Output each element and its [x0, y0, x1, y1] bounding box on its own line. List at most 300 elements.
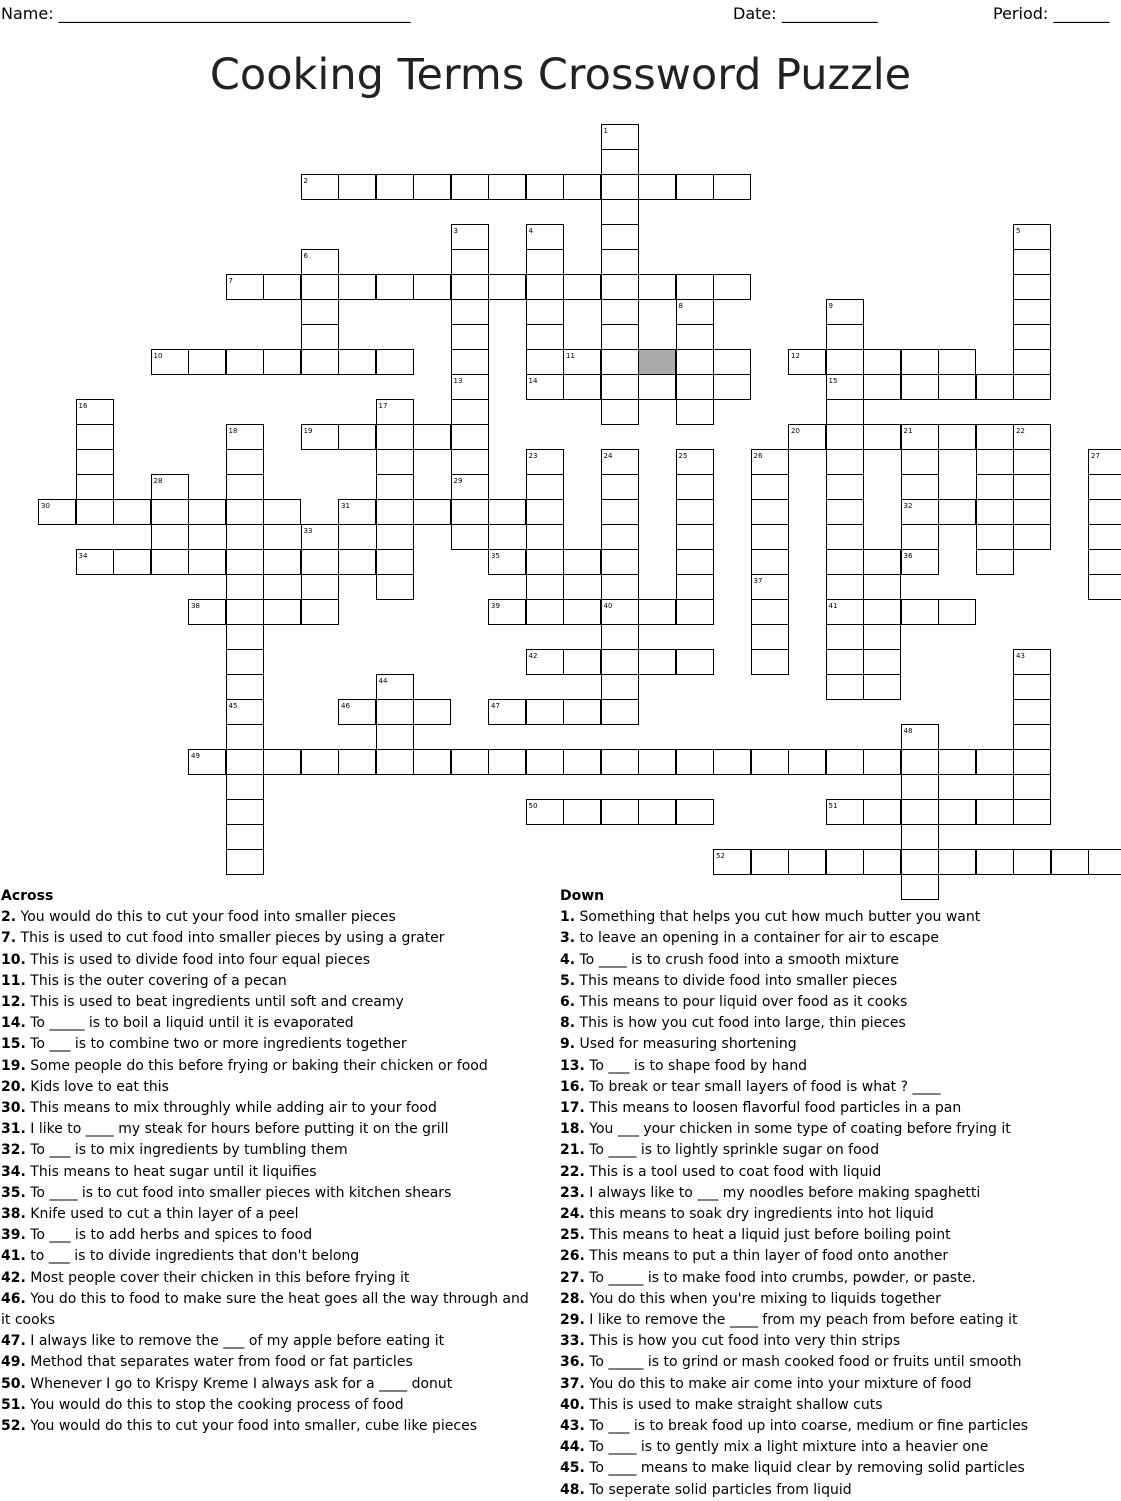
grid-cell[interactable] [413, 274, 451, 300]
grid-cell[interactable] [151, 549, 189, 575]
grid-cell[interactable] [263, 274, 301, 300]
grid-cell[interactable] [976, 849, 1014, 875]
grid-cell[interactable] [413, 749, 451, 775]
grid-cell[interactable] [526, 249, 564, 275]
grid-cell[interactable] [376, 724, 414, 750]
grid-cell[interactable] [638, 274, 676, 300]
grid-cell[interactable] [938, 599, 976, 625]
grid-cell[interactable] [1013, 849, 1051, 875]
grid-cell[interactable] [601, 324, 639, 350]
clue-number: 27. [560, 1269, 585, 1286]
grid-cell[interactable] [751, 474, 789, 500]
across-clue [1, 907, 541, 928]
grid-cell[interactable] [676, 549, 714, 575]
grid-cell[interactable] [338, 549, 376, 575]
cell-number: 44 [378, 677, 388, 685]
grid-cell[interactable] [976, 449, 1014, 475]
clue-number: 25. [560, 1227, 585, 1244]
grid-cell[interactable] [301, 549, 339, 575]
grid-cell[interactable] [226, 499, 264, 525]
grid-cell[interactable] [376, 474, 414, 500]
grid-cell[interactable] [226, 549, 264, 575]
grid-cell[interactable] [863, 624, 901, 650]
grid-cell[interactable] [601, 674, 639, 700]
grid-cell[interactable] [451, 399, 489, 425]
grid-cell[interactable] [226, 474, 264, 500]
grid-cell[interactable] [901, 824, 939, 850]
grid-cell[interactable] [601, 699, 639, 725]
grid-cell[interactable] [451, 349, 489, 375]
grid-cell[interactable] [1013, 374, 1051, 400]
grid-cell[interactable] [76, 499, 114, 525]
grid-cell[interactable] [863, 374, 901, 400]
grid-cell[interactable] [451, 524, 489, 550]
grid-cell[interactable] [976, 374, 1014, 400]
clue-text: to leave an opening in a container for air to escape [575, 930, 939, 947]
down-clue [560, 1458, 1120, 1479]
grid-cell[interactable] [826, 649, 864, 675]
grid-cell[interactable] [1013, 774, 1051, 800]
grid-cell[interactable] [638, 799, 676, 825]
grid-cell[interactable] [601, 499, 639, 525]
grid-cell[interactable] [713, 349, 751, 375]
grid-cell[interactable] [263, 349, 301, 375]
grid-cell[interactable] [451, 249, 489, 275]
grid-cell[interactable] [788, 749, 826, 775]
grid-cell[interactable] [676, 474, 714, 500]
grid-cell[interactable] [376, 349, 414, 375]
grid-cell[interactable] [601, 399, 639, 425]
grid-cell[interactable] [451, 324, 489, 350]
clue-text: You would do this to cut your food into smaller pieces [16, 909, 396, 926]
grid-cell[interactable] [601, 549, 639, 575]
across-clue [1, 1289, 541, 1331]
grid-cell[interactable] [826, 674, 864, 700]
grid-cell[interactable] [76, 449, 114, 475]
grid-cell[interactable] [976, 474, 1014, 500]
clue-number: 11. [1, 972, 26, 989]
grid-cell[interactable] [676, 274, 714, 300]
grid-cell[interactable] [676, 399, 714, 425]
cell-number: 25 [678, 452, 688, 460]
grid-cell[interactable] [563, 599, 601, 625]
clue-text: This is how you cut food into large, thin pieces [575, 1015, 906, 1032]
grid-cell[interactable] [1013, 274, 1051, 300]
grid-cell[interactable] [226, 599, 264, 625]
grid-cell[interactable] [751, 599, 789, 625]
grid-cell[interactable] [751, 499, 789, 525]
clue-text: This is used to make straight shallow cuts [584, 1396, 883, 1413]
grid-cell[interactable] [863, 849, 901, 875]
grid-cell[interactable] [563, 799, 601, 825]
grid-cell[interactable] [901, 474, 939, 500]
grid-cell[interactable] [863, 674, 901, 700]
grid-cell[interactable] [563, 374, 601, 400]
clue-text: This is how you cut food into very thin strips [584, 1333, 901, 1350]
grid-cell[interactable] [526, 549, 564, 575]
grid-cell[interactable] [376, 499, 414, 525]
grid-cell[interactable] [451, 749, 489, 775]
grid-cell[interactable] [713, 374, 751, 400]
grid-cell[interactable] [826, 399, 864, 425]
down-clue [560, 1162, 1120, 1183]
grid-cell[interactable] [76, 424, 114, 450]
grid-cell[interactable] [451, 274, 489, 300]
grid-cell[interactable] [938, 424, 976, 450]
grid-cell[interactable] [713, 274, 751, 300]
grid-cell[interactable] [976, 749, 1014, 775]
grid-cell[interactable] [826, 749, 864, 775]
grid-cell[interactable] [1013, 449, 1051, 475]
grid-cell[interactable] [488, 174, 526, 200]
grid-cell[interactable] [263, 549, 301, 575]
grid-cell[interactable] [826, 624, 864, 650]
grid-cell[interactable] [226, 674, 264, 700]
grid-cell[interactable] [901, 799, 939, 825]
grid-cell[interactable] [188, 499, 226, 525]
clue-number: 20. [1, 1078, 26, 1095]
grid-cell[interactable] [563, 649, 601, 675]
grid-cell[interactable] [901, 849, 939, 875]
grid-cell[interactable] [676, 499, 714, 525]
grid-cell[interactable] [901, 349, 939, 375]
grid-cell[interactable] [226, 799, 264, 825]
grid-cell[interactable] [713, 749, 751, 775]
grid-cell[interactable] [188, 549, 226, 575]
grid-cell[interactable] [526, 349, 564, 375]
grid-cell[interactable] [676, 324, 714, 350]
grid-cell[interactable] [376, 449, 414, 475]
grid-cell[interactable] [451, 499, 489, 525]
grid-cell[interactable] [301, 299, 339, 325]
grid-cell[interactable] [676, 349, 714, 375]
clue-text: To ____ is to lightly sprinkle sugar on food [584, 1142, 880, 1159]
grid-cell[interactable] [601, 199, 639, 225]
grid-cell[interactable] [1088, 499, 1121, 525]
grid-cell[interactable] [863, 349, 901, 375]
across-clue [1, 1077, 541, 1098]
grid-cell[interactable] [1013, 524, 1051, 550]
date-field[interactable]: Date: ____________ [733, 4, 878, 23]
grid-cell[interactable] [526, 574, 564, 600]
grid-cell[interactable] [713, 174, 751, 200]
clue-text: This is used to beat ingredients until soft and creamy [25, 994, 404, 1011]
grid-cell[interactable] [976, 424, 1014, 450]
grid-cell[interactable] [1013, 474, 1051, 500]
grid-cell[interactable] [901, 599, 939, 625]
cell-number: 41 [828, 602, 838, 610]
grid-cell[interactable] [451, 174, 489, 200]
grid-cell[interactable] [601, 474, 639, 500]
grid-cell[interactable] [1013, 749, 1051, 775]
clue-text: Something that helps you cut how much butter you want [575, 909, 981, 926]
clue-number: 8. [560, 1015, 576, 1032]
grid-cell[interactable] [1051, 849, 1089, 875]
clue-number: 28. [560, 1290, 585, 1307]
grid-cell[interactable] [601, 349, 639, 375]
grid-cell[interactable] [413, 174, 451, 200]
grid-cell[interactable] [863, 549, 901, 575]
grid-cell[interactable] [563, 174, 601, 200]
cell-number: 17 [378, 402, 388, 410]
grid-cell[interactable] [113, 499, 151, 525]
grid-cell[interactable] [376, 749, 414, 775]
grid-cell[interactable] [938, 849, 976, 875]
grid-cell[interactable] [413, 699, 451, 725]
clue-text: You do this when you're mixing to liquids together [584, 1290, 941, 1307]
grid-cell[interactable] [601, 574, 639, 600]
grid-cell[interactable] [676, 574, 714, 600]
grid-cell[interactable] [751, 649, 789, 675]
clue-number: 51. [1, 1396, 26, 1413]
grid-cell[interactable] [976, 549, 1014, 575]
clue-number: 47. [1, 1333, 26, 1350]
grid-cell[interactable] [451, 299, 489, 325]
grid-cell[interactable] [1088, 574, 1121, 600]
grid-cell[interactable] [676, 374, 714, 400]
grid-cell[interactable] [638, 749, 676, 775]
cell-number: 1 [603, 127, 608, 135]
grid-cell[interactable] [1013, 724, 1051, 750]
grid-cell[interactable] [188, 349, 226, 375]
grid-cell[interactable] [226, 574, 264, 600]
grid-cell[interactable] [301, 599, 339, 625]
grid-cell[interactable] [976, 799, 1014, 825]
grid-cell[interactable] [938, 749, 976, 775]
period-field[interactable]: Period: _______ [993, 4, 1110, 23]
grid-cell[interactable] [638, 374, 676, 400]
grid-cell[interactable] [938, 799, 976, 825]
grid-cell[interactable] [376, 174, 414, 200]
grid-cell[interactable] [826, 499, 864, 525]
grid-cell[interactable] [826, 324, 864, 350]
grid-cell[interactable] [676, 749, 714, 775]
grid-cell[interactable] [1013, 499, 1051, 525]
grid-cell[interactable] [376, 699, 414, 725]
grid-cell[interactable] [826, 549, 864, 575]
grid-cell[interactable] [676, 524, 714, 550]
clue-text: To ___ is to mix ingredients by tumbling them [25, 1142, 348, 1159]
grid-cell[interactable] [226, 649, 264, 675]
grid-cell[interactable] [226, 724, 264, 750]
grid-cell[interactable] [901, 449, 939, 475]
grid-cell[interactable] [76, 474, 114, 500]
clue-number: 32. [1, 1142, 26, 1159]
grid-cell[interactable] [301, 274, 339, 300]
clue-text: To break or tear small layers of food is what ? ____ [584, 1078, 941, 1095]
grid-cell[interactable] [338, 174, 376, 200]
grid-cell[interactable] [563, 699, 601, 725]
grid-cell[interactable] [301, 324, 339, 350]
clue-text: This is used to divide food into four equal pieces [25, 951, 371, 968]
grid-cell[interactable] [601, 174, 639, 200]
grid-cell[interactable] [751, 524, 789, 550]
grid-cell[interactable] [676, 599, 714, 625]
clue-text: This means to mix throughly while adding air to your food [25, 1100, 437, 1117]
grid-cell[interactable] [751, 849, 789, 875]
clue-text: Used for measuring shortening [575, 1036, 797, 1053]
clue-number: 34. [1, 1163, 26, 1180]
grid-cell[interactable] [263, 499, 301, 525]
clue-number: 1. [560, 909, 576, 926]
grid-cell[interactable] [976, 524, 1014, 550]
grid-cell[interactable] [1088, 849, 1121, 875]
grid-cell[interactable] [376, 524, 414, 550]
clue-number: 12. [1, 994, 26, 1011]
grid-cell[interactable] [601, 274, 639, 300]
grid-cell[interactable] [863, 424, 901, 450]
grid-cell[interactable] [826, 574, 864, 600]
grid-cell[interactable] [376, 549, 414, 575]
grid-cell[interactable] [526, 274, 564, 300]
grid-cell[interactable] [488, 274, 526, 300]
name-field[interactable]: Name: ____________________________________________ [1, 4, 411, 23]
grid-cell[interactable] [751, 549, 789, 575]
across-clue [1, 1013, 541, 1034]
grid-cell[interactable] [601, 374, 639, 400]
grid-cell[interactable] [526, 174, 564, 200]
across-heading: Across [1, 888, 54, 904]
grid-cell[interactable] [526, 474, 564, 500]
grid-cell[interactable] [413, 499, 451, 525]
grid-cell[interactable] [526, 524, 564, 550]
grid-cell[interactable] [826, 474, 864, 500]
grid-cell[interactable] [151, 524, 189, 550]
grid-cell[interactable] [226, 524, 264, 550]
grid-cell[interactable] [1088, 549, 1121, 575]
grid-cell[interactable] [526, 499, 564, 525]
clue-text: You do this to make air come into your mixture of food [584, 1375, 972, 1392]
grid-cell[interactable] [863, 649, 901, 675]
grid-cell[interactable] [526, 699, 564, 725]
grid-cell[interactable] [826, 449, 864, 475]
grid-cell[interactable] [338, 349, 376, 375]
clue-text: I like to remove the ____ from my peach from before eating it [584, 1312, 1018, 1329]
cell-number: 48 [903, 727, 913, 735]
grid-cell[interactable] [676, 174, 714, 200]
grid-cell[interactable] [301, 349, 339, 375]
grid-cell[interactable] [601, 649, 639, 675]
grid-cell[interactable] [301, 574, 339, 600]
grid-cell[interactable] [526, 749, 564, 775]
grid-cell[interactable] [751, 749, 789, 775]
grid-cell[interactable] [451, 449, 489, 475]
grid-cell[interactable] [113, 549, 151, 575]
grid-cell[interactable] [563, 274, 601, 300]
grid-cell[interactable] [601, 299, 639, 325]
grid-cell[interactable] [451, 424, 489, 450]
grid-cell[interactable] [338, 749, 376, 775]
grid-cell[interactable] [901, 524, 939, 550]
grid-cell[interactable] [376, 424, 414, 450]
grid-cell[interactable] [601, 524, 639, 550]
grid-cell[interactable] [338, 274, 376, 300]
clue-text: Whenever I go to Krispy Kreme I always ask for a ____ donut [25, 1375, 453, 1392]
grid-cell[interactable] [1013, 349, 1051, 375]
grid-cell[interactable] [413, 424, 451, 450]
grid-cell[interactable] [863, 599, 901, 625]
clue-number: 31. [1, 1121, 26, 1138]
grid-cell[interactable] [1013, 799, 1051, 825]
grid-cell[interactable] [226, 449, 264, 475]
grid-cell[interactable] [863, 574, 901, 600]
grid-cell[interactable] [601, 224, 639, 250]
grid-cell[interactable] [676, 799, 714, 825]
down-clue [560, 1310, 1120, 1331]
grid-cell[interactable] [676, 649, 714, 675]
grid-cell[interactable] [901, 774, 939, 800]
grid-cell[interactable] [263, 599, 301, 625]
grid-cell[interactable] [226, 749, 264, 775]
grid-cell[interactable] [226, 349, 264, 375]
grid-cell[interactable] [226, 774, 264, 800]
grid-cell[interactable] [826, 524, 864, 550]
grid-cell[interactable] [226, 624, 264, 650]
grid-cell[interactable] [1013, 699, 1051, 725]
grid-cell[interactable] [601, 799, 639, 825]
clue-number: 30. [1, 1100, 26, 1117]
grid-cell[interactable] [826, 349, 864, 375]
grid-cell[interactable] [563, 749, 601, 775]
grid-cell[interactable] [488, 499, 526, 525]
grid-cell[interactable] [751, 624, 789, 650]
grid-cell[interactable] [1088, 474, 1121, 500]
grid-cell[interactable] [938, 499, 976, 525]
grid-cell[interactable] [638, 599, 676, 625]
grid-cell[interactable] [863, 749, 901, 775]
grid-cell[interactable] [226, 849, 264, 875]
grid-cell[interactable] [863, 799, 901, 825]
cell-number: 18 [228, 427, 238, 435]
grid-cell[interactable] [826, 424, 864, 450]
grid-cell[interactable] [376, 574, 414, 600]
grid-cell[interactable] [1013, 299, 1051, 325]
grid-cell[interactable] [638, 649, 676, 675]
grid-cell[interactable] [788, 849, 826, 875]
grid-cell[interactable] [1013, 674, 1051, 700]
grid-cell[interactable] [226, 824, 264, 850]
grid-cell[interactable] [938, 374, 976, 400]
cell-number: 11 [566, 352, 575, 360]
grid-cell[interactable] [526, 324, 564, 350]
grid-cell[interactable] [901, 749, 939, 775]
grid-cell[interactable] [601, 749, 639, 775]
down-clues [560, 886, 1120, 1501]
grid-cell[interactable] [601, 149, 639, 175]
grid-cell[interactable] [938, 349, 976, 375]
grid-cell[interactable] [301, 749, 339, 775]
grid-cell[interactable] [338, 424, 376, 450]
grid-cell[interactable] [1013, 324, 1051, 350]
grid-cell[interactable] [638, 174, 676, 200]
grid-cell[interactable] [263, 749, 301, 775]
grid-cell[interactable] [488, 749, 526, 775]
grid-cell[interactable] [601, 249, 639, 275]
grid-cell[interactable] [151, 499, 189, 525]
down-clue [560, 1289, 1120, 1310]
grid-cell[interactable] [1088, 524, 1121, 550]
grid-cell[interactable] [601, 624, 639, 650]
clue-number: 21. [560, 1142, 585, 1159]
grid-cell[interactable] [526, 299, 564, 325]
grid-cell[interactable] [826, 849, 864, 875]
grid-cell[interactable] [526, 599, 564, 625]
grid-cell[interactable] [1013, 249, 1051, 275]
grid-cell[interactable] [563, 549, 601, 575]
grid-cell[interactable] [376, 274, 414, 300]
grid-cell[interactable] [976, 499, 1014, 525]
grid-cell[interactable] [901, 374, 939, 400]
